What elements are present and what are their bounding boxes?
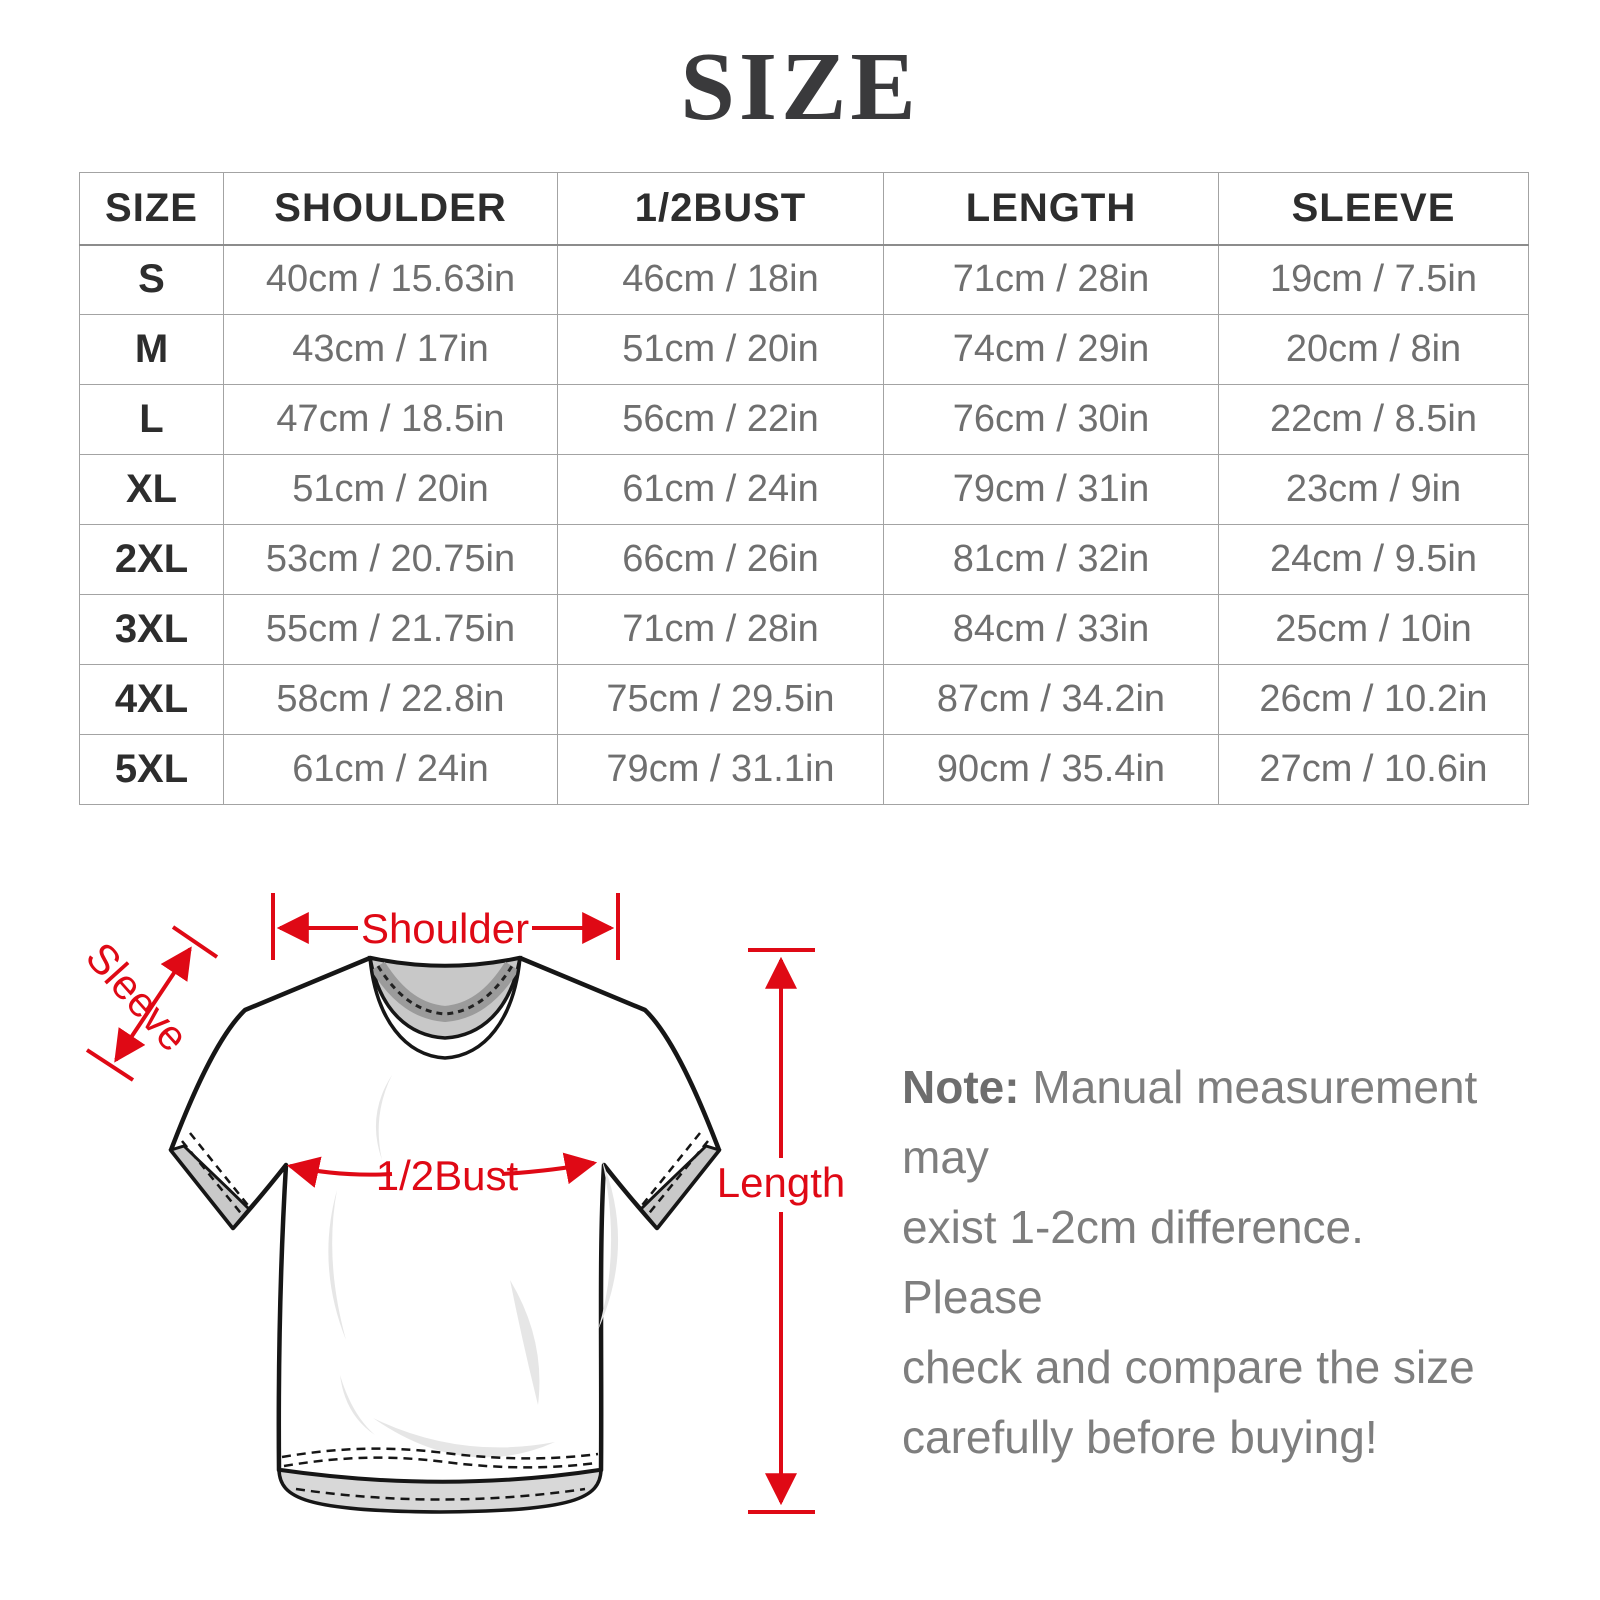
bust-value-cell: 79cm / 31.1in: [558, 735, 884, 805]
bust-label: 1/2Bust: [375, 1152, 519, 1199]
col-header-bust: 1/2BUST: [558, 173, 884, 245]
sleeve-value-cell: 20cm / 8in: [1219, 315, 1529, 385]
shoulder-value-cell: 40cm / 15.63in: [224, 245, 558, 315]
bust-value-cell: 51cm / 20in: [558, 315, 884, 385]
note-line-3: check and compare the size: [902, 1341, 1475, 1393]
col-header-length: LENGTH: [884, 173, 1219, 245]
sleeve-value-cell: 22cm / 8.5in: [1219, 385, 1529, 455]
length-value-cell: 84cm / 33in: [884, 595, 1219, 665]
shoulder-value-cell: 61cm / 24in: [224, 735, 558, 805]
page-title: SIZE: [680, 33, 920, 141]
length-value-cell: 90cm / 35.4in: [884, 735, 1219, 805]
note-line-2: exist 1-2cm difference. Please: [902, 1201, 1364, 1323]
bust-value-cell: 61cm / 24in: [558, 455, 884, 525]
shoulder-value-cell: 58cm / 22.8in: [224, 665, 558, 735]
length-value-cell: 74cm / 29in: [884, 315, 1219, 385]
size-label-cell: 5XL: [80, 735, 224, 805]
length-label: Length: [716, 1159, 846, 1206]
sleeve-value-cell: 23cm / 9in: [1219, 455, 1529, 525]
sleeve-value-cell: 27cm / 10.6in: [1219, 735, 1529, 805]
table-row: [80, 665, 1529, 735]
size-label-cell: M: [80, 315, 224, 385]
bust-value-cell: 71cm / 28in: [558, 595, 884, 665]
size-label-cell: 2XL: [80, 525, 224, 595]
shoulder-value-cell: 51cm / 20in: [224, 455, 558, 525]
bust-value-cell: 75cm / 29.5in: [558, 665, 884, 735]
tshirt-measurement-diagram: [40, 860, 880, 1580]
sleeve-label: Sleeve: [76, 933, 198, 1061]
sleeve-value-cell: 26cm / 10.2in: [1219, 665, 1529, 735]
table-row: [80, 595, 1529, 665]
bust-value-cell: 66cm / 26in: [558, 525, 884, 595]
note-line-1-text: Manual measurement may: [902, 1061, 1478, 1183]
sleeve-end-bar-top: [173, 927, 217, 957]
note-line-1: [902, 1052, 1502, 1192]
length-value-cell: 79cm / 31in: [884, 455, 1219, 525]
table-row: [80, 315, 1529, 385]
length-value-cell: 76cm / 30in: [884, 385, 1219, 455]
shoulder-value-cell: 53cm / 20.75in: [224, 525, 558, 595]
size-label-cell: L: [80, 385, 224, 455]
size-label-cell: S: [80, 245, 224, 315]
table-row: [80, 525, 1529, 595]
table-row: [80, 735, 1529, 805]
length-value-cell: 81cm / 32in: [884, 525, 1219, 595]
col-header-sleeve: SLEEVE: [1219, 173, 1529, 245]
sleeve-end-bar-bottom: [87, 1050, 133, 1080]
shoulder-value-cell: 43cm / 17in: [224, 315, 558, 385]
tshirt-illustration: [171, 958, 719, 1512]
table-row: [80, 245, 1529, 315]
table-row: [80, 385, 1529, 455]
measurement-note: [902, 1052, 1502, 1472]
length-value-cell: 71cm / 28in: [884, 245, 1219, 315]
shoulder-value-cell: 55cm / 21.75in: [224, 595, 558, 665]
size-label-cell: 3XL: [80, 595, 224, 665]
note-label: Note:: [902, 1061, 1020, 1113]
shoulder-label: Shoulder: [360, 905, 530, 952]
size-table: [79, 172, 1529, 805]
table-row: [80, 455, 1529, 525]
sleeve-value-cell: 19cm / 7.5in: [1219, 245, 1529, 315]
sleeve-value-cell: 24cm / 9.5in: [1219, 525, 1529, 595]
size-label-cell: XL: [80, 455, 224, 525]
length-value-cell: 87cm / 34.2in: [884, 665, 1219, 735]
col-header-size: SIZE: [80, 173, 224, 245]
col-header-shoulder: SHOULDER: [224, 173, 558, 245]
sleeve-value-cell: 25cm / 10in: [1219, 595, 1529, 665]
size-label-cell: 4XL: [80, 665, 224, 735]
note-line-4: carefully before buying!: [902, 1411, 1378, 1463]
shoulder-value-cell: 47cm / 18.5in: [224, 385, 558, 455]
bust-value-cell: 56cm / 22in: [558, 385, 884, 455]
header-row: [80, 173, 1529, 245]
bust-value-cell: 46cm / 18in: [558, 245, 884, 315]
